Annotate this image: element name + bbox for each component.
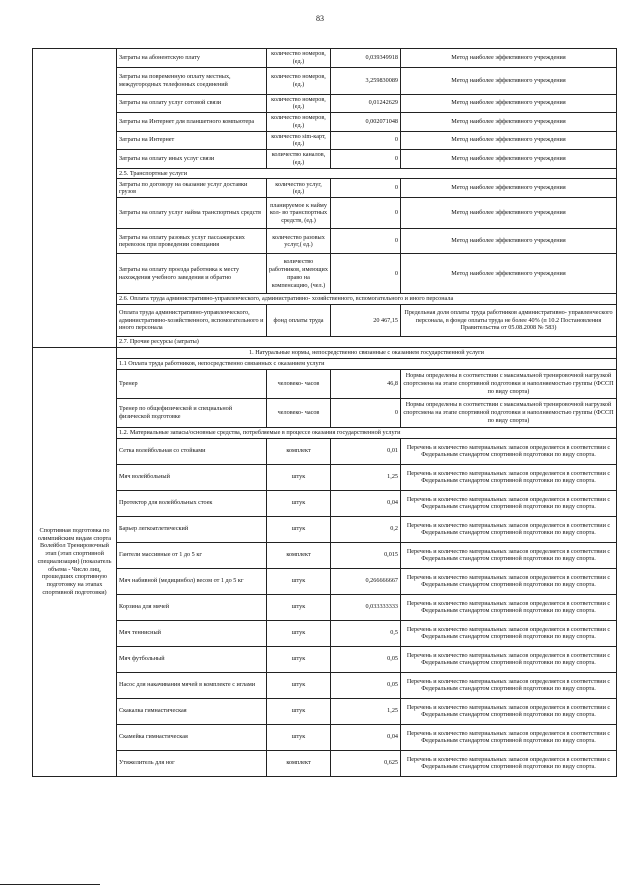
unit-of-measure: количество номеров, (ед.): [267, 67, 331, 94]
calculation-method: Перечень и количество материальных запасов определяется в соответствии с Федеральным стандартом спортивной подготовки по виду спорта.: [401, 464, 617, 490]
item-name: Затраты на Интернет для планшетного компьютера: [117, 113, 267, 132]
calculation-method: Перечень и количество материальных запасов определяется в соответствии с Федеральным стандартом спортивной подготовки по виду спорта.: [401, 698, 617, 724]
calculation-method: Метод наиболее эффективного учреждения: [401, 131, 617, 150]
unit-of-measure: количество номеров, (ед.): [267, 94, 331, 113]
unit-of-measure: человеко- часов: [267, 369, 331, 398]
item-name: Утяжелитель для ног: [117, 750, 267, 776]
section-heading: 1.1 Оплата труда работников, непосредственно связанных с оказанием услуги: [117, 358, 617, 369]
item-name: Затраты на абонентскую плату: [117, 49, 267, 68]
footnote-line: [0, 884, 100, 885]
calculation-method: Перечень и количество материальных запасов определяется в соответствии с Федеральным стандартом спортивной подготовки по виду спорта.: [401, 594, 617, 620]
calculation-method: Перечень и количество материальных запасов определяется в соответствии с Федеральным стандартом спортивной подготовки по виду спорта.: [401, 542, 617, 568]
norm-value: 0,05: [331, 646, 401, 672]
calculation-method: Метод наиболее эффективного учреждения: [401, 49, 617, 68]
calculation-method: Перечень и количество материальных запасов определяется в соответствии с Федеральным стандартом спортивной подготовки по виду спорта.: [401, 568, 617, 594]
item-name: Барьер легкоатлетический: [117, 516, 267, 542]
norm-value: 0,05: [331, 672, 401, 698]
norm-value: 0: [331, 150, 401, 169]
item-name: Затраты на Интернет: [117, 131, 267, 150]
norm-value: 0: [331, 229, 401, 254]
calculation-method: Метод наиболее эффективного учреждения: [401, 67, 617, 94]
section-heading: 2.7. Прочие ресурсы (затраты): [117, 337, 617, 348]
item-name: Затраты на повременную оплату местных, междугородных телефонных соединений: [117, 67, 267, 94]
norm-value: 0,01242629: [331, 94, 401, 113]
item-name: Насос для накачивания мячей в комплекте с иглами: [117, 672, 267, 698]
item-name: Корзина для мячей: [117, 594, 267, 620]
item-name: Затраты на оплату услуг найма транспортных средств: [117, 198, 267, 229]
calculation-method: Предельная доля оплаты труда работников административно- управленческого персонала, в фонде оплаты труда не более 40% (п 10.2 Постановления Правительства от 05.08.2008 № 583): [401, 305, 617, 337]
left-column-blank: [33, 49, 117, 348]
calculation-method: Перечень и количество материальных запасов определяется в соответствии с Федеральным стандартом спортивной подготовки по виду спорта.: [401, 672, 617, 698]
unit-of-measure: человеко- часов: [267, 398, 331, 427]
calculation-method: Метод наиболее эффективного учреждения: [401, 198, 617, 229]
item-name: Скамейка гимнастическая: [117, 724, 267, 750]
unit-of-measure: штук: [267, 464, 331, 490]
unit-of-measure: штук: [267, 516, 331, 542]
unit-of-measure: штук: [267, 672, 331, 698]
norm-value: 0,266666667: [331, 568, 401, 594]
unit-of-measure: штук: [267, 698, 331, 724]
service-label: Спортивная подготовка по олимпийским видам спорта Волейбол Тренировочный этап (этап спортивной специализации) (показатель объема - Число лиц, прошедших спортивную подготовку на этапах спортивной подготовки): [33, 347, 117, 776]
unit-of-measure: количество sim-карт, (ед.): [267, 131, 331, 150]
item-name: Мяч футбольный: [117, 646, 267, 672]
item-name: Затраты на оплату проезда работника к месту нахождения учебного заведения и обратно: [117, 254, 267, 294]
calculation-method: Перечень и количество материальных запасов определяется в соответствии с Федеральным стандартом спортивной подготовки по виду спорта.: [401, 438, 617, 464]
norm-value: 0,002071048: [331, 113, 401, 132]
unit-of-measure: комплект: [267, 750, 331, 776]
unit-of-measure: количество каналов, (ед.): [267, 150, 331, 169]
unit-of-measure: количество номеров, (ед.): [267, 49, 331, 68]
unit-of-measure: штук: [267, 620, 331, 646]
section-heading: 1.2. Материальные запасы/основные средства, потребляемые в процессе оказания государственной услуги: [117, 427, 617, 438]
calculation-method: Метод наиболее эффективного учреждения: [401, 94, 617, 113]
norm-value: 0,015: [331, 542, 401, 568]
calculation-method: Перечень и количество материальных запасов определяется в соответствии с Федеральным стандартом спортивной подготовки по виду спорта.: [401, 646, 617, 672]
calculation-method: Метод наиболее эффективного учреждения: [401, 179, 617, 198]
item-name: Затраты на оплату иных услуг связи: [117, 150, 267, 169]
item-name: Гантели массивные от 1 до 5 кг: [117, 542, 267, 568]
norm-value: 0,01: [331, 438, 401, 464]
unit-of-measure: планируемое к найму кол- во транспортных средств, (ед.): [267, 198, 331, 229]
item-name: Тренер: [117, 369, 267, 398]
item-name: Протектор для волейбольных стоек: [117, 490, 267, 516]
norm-value: 0: [331, 179, 401, 198]
calculation-method: Нормы определены в соответствии с максимальной тренировочной нагрузкой спортсмена на этапе спортивной подготовки и наполняемостью группы (ФССП по виду спорта): [401, 369, 617, 398]
item-name: Скакалка гимнастическая: [117, 698, 267, 724]
norm-value: 0: [331, 254, 401, 294]
norm-value: 0,04: [331, 724, 401, 750]
norm-value: 0,033333333: [331, 594, 401, 620]
calculation-method: Перечень и количество материальных запасов определяется в соответствии с Федеральным стандартом спортивной подготовки по виду спорта.: [401, 750, 617, 776]
unit-of-measure: штук: [267, 594, 331, 620]
calculation-method: Перечень и количество материальных запасов определяется в соответствии с Федеральным стандартом спортивной подготовки по виду спорта.: [401, 516, 617, 542]
table-body: [33, 49, 617, 777]
norm-value: 1,25: [331, 698, 401, 724]
calculation-method: Перечень и количество материальных запасов определяется в соответствии с Федеральным стандартом спортивной подготовки по виду спорта.: [401, 490, 617, 516]
norm-value: 0,2: [331, 516, 401, 542]
norm-value: 0,04: [331, 490, 401, 516]
calculation-method: Метод наиболее эффективного учреждения: [401, 113, 617, 132]
page-number: 83: [316, 14, 324, 23]
norm-value: 0,625: [331, 750, 401, 776]
unit-of-measure: штук: [267, 724, 331, 750]
unit-of-measure: комплект: [267, 542, 331, 568]
item-name: Мяч волейбольный: [117, 464, 267, 490]
norm-value: 0: [331, 198, 401, 229]
section-heading: 2.6. Оплата труда административно-управленческого, административно- хозяйственного, вспомогательного и иного персонала: [117, 294, 617, 305]
norm-value: 3,259830089: [331, 67, 401, 94]
calculation-method: Метод наиболее эффективного учреждения: [401, 150, 617, 169]
unit-of-measure: штук: [267, 490, 331, 516]
calculation-method: Перечень и количество материальных запасов определяется в соответствии с Федеральным стандартом спортивной подготовки по виду спорта.: [401, 620, 617, 646]
unit-of-measure: количество работников, имеющих право на компенсацию, (чел.): [267, 254, 331, 294]
section-heading: 1. Натуральные нормы, непосредственно связанные с оказанием государственной услуги: [117, 347, 617, 358]
unit-of-measure: штук: [267, 646, 331, 672]
norm-value: 0,5: [331, 620, 401, 646]
section-heading: 2.5. Транспортные услуги: [117, 168, 617, 179]
item-name: Оплата труда административно-управленческого, административно-хозяйственного, вспомогательного и иного персонала: [117, 305, 267, 337]
norm-value: 20 467,15: [331, 305, 401, 337]
unit-of-measure: комплект: [267, 438, 331, 464]
item-name: Затраты по договору на оказание услуг доставки грузов: [117, 179, 267, 198]
item-name: Затраты на оплату услуг сотовой связи: [117, 94, 267, 113]
unit-of-measure: количество разовых услуг,( ед.): [267, 229, 331, 254]
unit-of-measure: количество услуг, (ед.): [267, 179, 331, 198]
item-name: Сетка волейбольная со стойками: [117, 438, 267, 464]
item-name: Мяч набивной (медицинбол) весом от 1 до 5 кг: [117, 568, 267, 594]
norm-value: 0: [331, 131, 401, 150]
unit-of-measure: фонд оплаты труда: [267, 305, 331, 337]
cost-norms-table: [32, 48, 617, 777]
norm-value: 0,039349918: [331, 49, 401, 68]
calculation-method: Метод наиболее эффективного учреждения: [401, 254, 617, 294]
calculation-method: Перечень и количество материальных запасов определяется в соответствии с Федеральным стандартом спортивной подготовки по виду спорта.: [401, 724, 617, 750]
calculation-method: Нормы определены в соответствии с максимальной тренировочной нагрузкой спортсмена на этапе спортивной подготовки и наполняемостью группы (ФССП по виду спорта): [401, 398, 617, 427]
unit-of-measure: штук: [267, 568, 331, 594]
norm-value: 46,8: [331, 369, 401, 398]
item-name: Затраты на оплату разовых услуг пассажирских перевозок при проведении совещания: [117, 229, 267, 254]
norm-value: 0: [331, 398, 401, 427]
norm-value: 1,25: [331, 464, 401, 490]
item-name: Мяч теннисный: [117, 620, 267, 646]
calculation-method: Метод наиболее эффективного учреждения: [401, 229, 617, 254]
item-name: Тренер по общефизической и специальной физической подготовке: [117, 398, 267, 427]
unit-of-measure: количество номеров, (ед.): [267, 113, 331, 132]
